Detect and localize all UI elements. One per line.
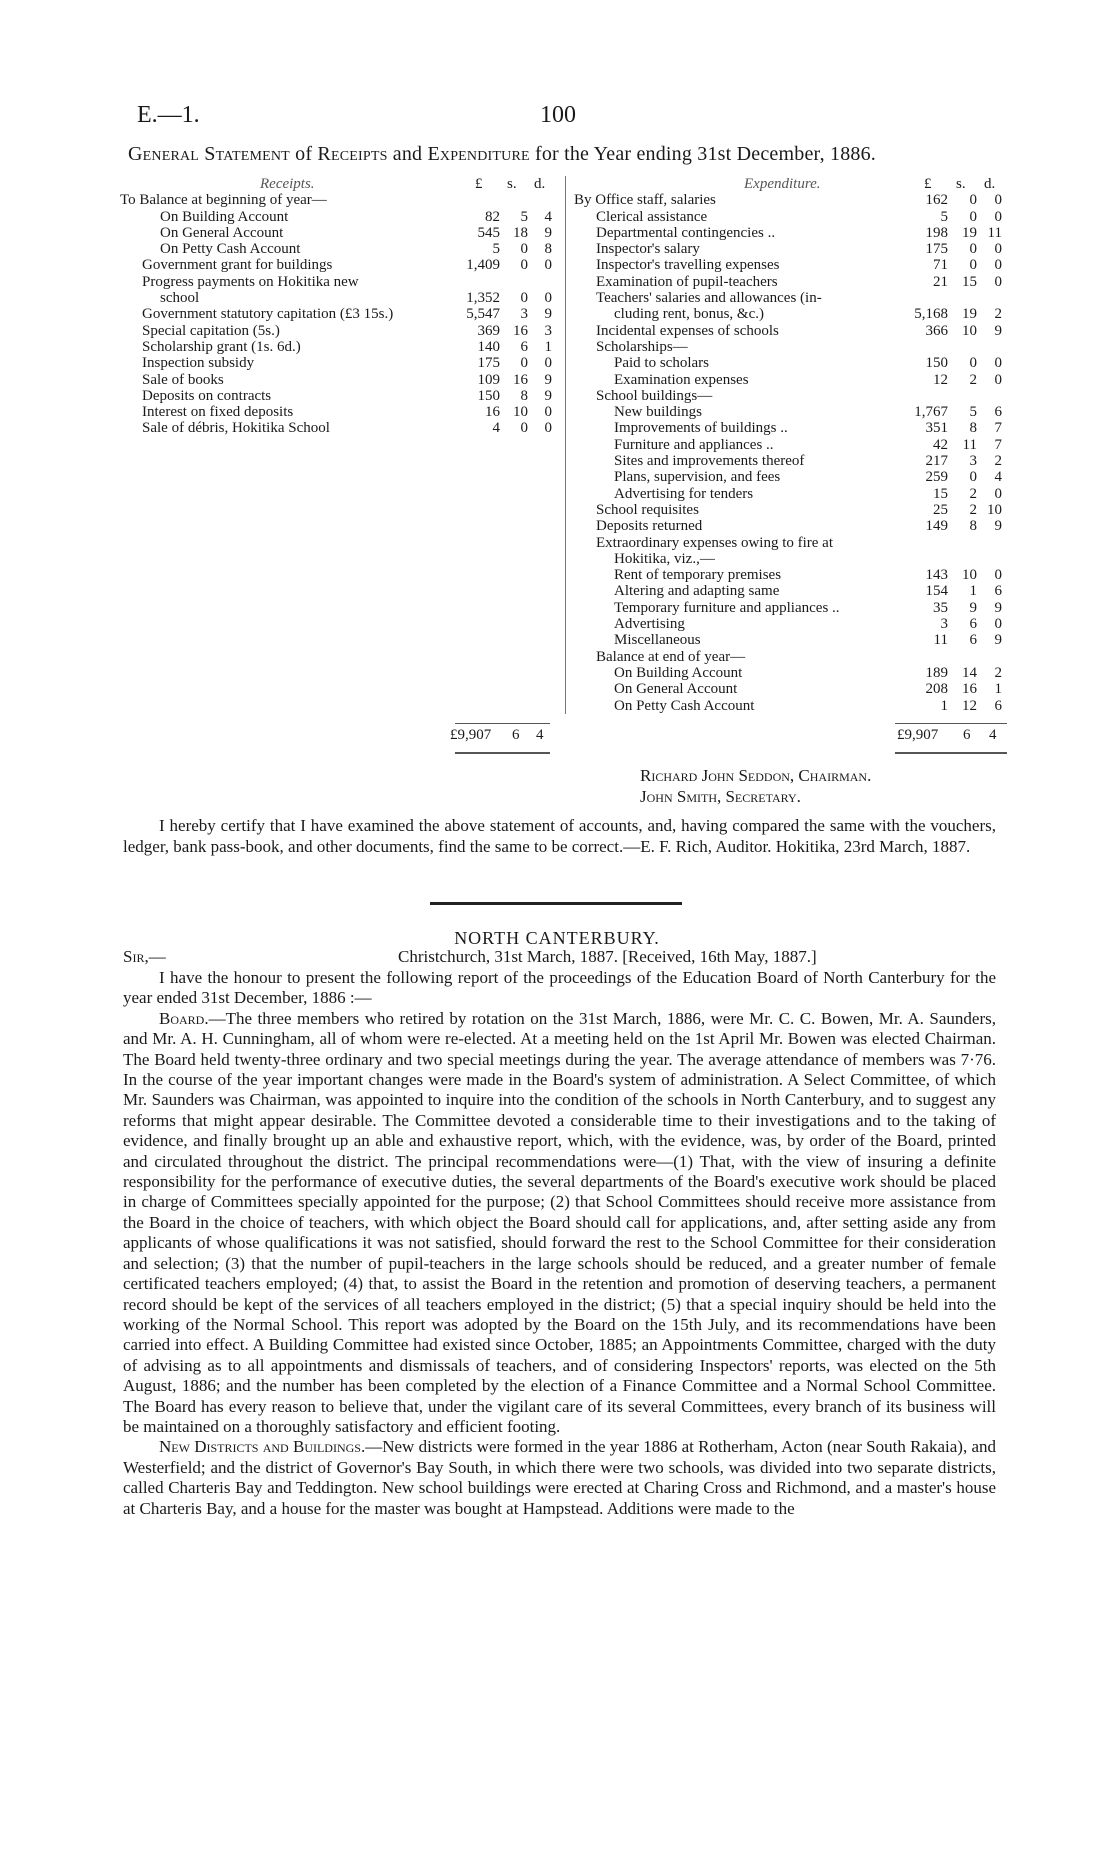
expenditure-row-label: On General Account — [614, 681, 738, 698]
receipts-row — [120, 209, 560, 225]
expenditure-row — [574, 274, 1024, 290]
receipts-row-amount-d: 0 — [544, 355, 552, 372]
expenditure-row-amount-d: 2 — [994, 664, 1002, 681]
expenditure-row-label: Scholarships— — [596, 338, 688, 355]
expenditure-row-label: Clerical assistance — [596, 208, 708, 225]
expenditure-row — [574, 518, 1024, 534]
receipts-row-amount-s: 10 — [513, 404, 528, 421]
expenditure-row-amount-l: 351 — [925, 420, 948, 437]
receipts-row-amount-s: 8 — [520, 387, 528, 404]
expenditure-row-label: Deposits returned — [596, 518, 703, 535]
secretary-signature: John Smith, Secretary. — [640, 787, 801, 806]
expenditure-row-label: Miscellaneous — [614, 632, 701, 649]
receipts-row — [120, 388, 560, 404]
expenditure-row-amount-d: 6 — [994, 404, 1002, 421]
expenditure-row-label: Paid to scholars — [614, 355, 709, 372]
receipts-row-amount-l: 109 — [477, 371, 500, 388]
receipts-row-amount-d: 4 — [544, 208, 552, 225]
expenditure-row — [574, 437, 1024, 453]
receipts-row-amount-l: 4 — [492, 420, 500, 437]
expenditure-row — [574, 257, 1024, 273]
receipts-row-amount-s: 0 — [520, 241, 528, 258]
section-divider — [430, 902, 682, 905]
receipts-row-amount-d: 3 — [544, 322, 552, 339]
expenditure-row — [574, 241, 1024, 257]
receipts-row-amount-d: 9 — [544, 306, 552, 323]
expenditure-row — [574, 502, 1024, 518]
receipts-row — [120, 290, 560, 306]
expenditure-row-amount-d: 6 — [994, 583, 1002, 600]
receipts-row-amount-s: 5 — [520, 208, 528, 225]
expenditure-row-amount-d: 4 — [994, 469, 1002, 486]
receipts-row-label: On Building Account — [160, 208, 289, 225]
expenditure-row-label: Inspector's salary — [596, 241, 700, 258]
receipts-row — [120, 404, 560, 420]
receipts-row-amount-s: 0 — [520, 420, 528, 437]
expenditure-row-amount-l: 149 — [925, 518, 948, 535]
expenditure-row-amount-d: 0 — [994, 355, 1002, 372]
expenditure-row-label: Extraordinary expenses owing to fire at — [596, 534, 834, 551]
expenditure-row-amount-l: 150 — [925, 355, 948, 372]
expenditure-row-amount-l: 366 — [925, 322, 948, 339]
expenditure-row — [574, 632, 1024, 648]
expenditure-row — [574, 698, 1024, 714]
receipts-row — [120, 306, 560, 322]
expenditure-row-amount-d: 7 — [994, 420, 1002, 437]
receipts-row-label: On General Account — [160, 224, 284, 241]
expenditure-row — [574, 665, 1024, 681]
expenditure-row-amount-l: 1,767 — [914, 404, 948, 421]
expenditure-row — [574, 567, 1024, 583]
expenditure-row-label: Departmental contingencies .. — [596, 224, 776, 241]
expenditure-row-label: Advertising — [614, 616, 685, 633]
receipts-row-amount-l: 175 — [477, 355, 500, 372]
expenditure-row-amount-s: 15 — [962, 273, 977, 290]
expenditure-row-amount-d: 0 — [994, 273, 1002, 290]
expenditure-row-amount-d: 0 — [994, 567, 1002, 584]
receipts-row-amount-d: 8 — [544, 241, 552, 258]
document-code: E.—1. — [137, 102, 200, 128]
expenditure-row-label: Temporary furniture and appliances .. — [614, 599, 840, 616]
expenditure-row — [574, 535, 1024, 551]
expenditure-row — [574, 355, 1024, 371]
receipts-column — [120, 176, 560, 437]
expenditure-row-amount-s: 0 — [969, 208, 977, 225]
expenditure-row-amount-s: 8 — [969, 420, 977, 437]
expenditure-row-label: Hokitika, viz.,— — [614, 550, 715, 567]
receipts-row — [120, 355, 560, 371]
receipts-row-amount-d: 1 — [544, 338, 552, 355]
salutation: Sir,— — [123, 947, 166, 966]
expenditure-row — [574, 681, 1024, 697]
receipts-row-amount-l: 369 — [477, 322, 500, 339]
expenditure-row-amount-s: 5 — [969, 404, 977, 421]
expenditure-row-amount-s: 19 — [962, 306, 977, 323]
receipts-row-label: Sale of débris, Hokitika School — [142, 420, 330, 437]
expenditure-row-amount-s: 2 — [969, 501, 977, 518]
expenditure-heading-row: Expenditure. £ s. d. — [744, 176, 996, 192]
receipts-row-amount-s: 0 — [520, 257, 528, 274]
expenditure-row-amount-s: 12 — [962, 697, 977, 714]
receipts-row-amount-l: 140 — [477, 338, 500, 355]
expenditure-row-amount-l: 259 — [925, 469, 948, 486]
expenditure-row-amount-l: 208 — [925, 681, 948, 698]
expenditure-row-amount-s: 6 — [969, 616, 977, 633]
expenditure-row — [574, 306, 1024, 322]
receipts-row-amount-l: 5 — [492, 241, 500, 258]
expenditure-row-label: On Petty Cash Account — [614, 697, 755, 714]
expenditure-row — [574, 290, 1024, 306]
expenditure-row-amount-l: 162 — [925, 192, 948, 209]
expenditure-row-amount-s: 10 — [962, 322, 977, 339]
expenditure-row-amount-d: 0 — [994, 485, 1002, 502]
receipts-row-label: Interest on fixed deposits — [142, 404, 294, 421]
expenditure-row-amount-d: 1 — [994, 681, 1002, 698]
expenditure-total-rule — [895, 723, 1007, 724]
expenditure-row-amount-l: 175 — [925, 241, 948, 258]
expenditure-row-amount-s: 9 — [969, 599, 977, 616]
receipts-row-amount-d: 9 — [544, 224, 552, 241]
expenditure-row — [574, 225, 1024, 241]
receipts-heading: Receipts. — [260, 176, 315, 192]
expenditure-row-amount-l: 217 — [925, 453, 948, 470]
expenditure-row — [574, 600, 1024, 616]
expenditure-row — [574, 486, 1024, 502]
expenditure-row — [574, 388, 1024, 404]
expenditure-row-label: Examination expenses — [614, 371, 749, 388]
expenditure-row-label: On Building Account — [614, 664, 743, 681]
expenditure-row-amount-l: 198 — [925, 224, 948, 241]
receipts-row-amount-d: 9 — [544, 371, 552, 388]
expenditure-row — [574, 420, 1024, 436]
expenditure-row-amount-s: 0 — [969, 469, 977, 486]
expenditure-row-amount-l: 154 — [925, 583, 948, 600]
expenditure-row-amount-s: 0 — [969, 192, 977, 209]
expenditure-row — [574, 583, 1024, 599]
expenditure-row-amount-d: 9 — [994, 632, 1002, 649]
dateline: Christchurch, 31st March, 1887. [Received, 16th May, 1887.] — [398, 947, 817, 966]
expenditure-row — [574, 616, 1024, 632]
report-body — [123, 947, 996, 1519]
expenditure-row-amount-d: 11 — [987, 224, 1002, 241]
expenditure-row — [574, 453, 1024, 469]
receipts-row — [120, 420, 560, 436]
expenditure-row-amount-l: 11 — [933, 632, 948, 649]
expenditure-row-label: Incidental expenses of schools — [596, 322, 779, 339]
receipts-row — [120, 241, 560, 257]
receipts-row-amount-s: 0 — [520, 290, 528, 307]
receipts-row-amount-s: 18 — [513, 224, 528, 241]
expenditure-row-amount-d: 0 — [994, 208, 1002, 225]
expenditure-row — [574, 192, 1024, 208]
expenditure-row-label: School requisites — [596, 501, 699, 518]
expenditure-row-amount-s: 0 — [969, 257, 977, 274]
receipts-row-amount-d: 0 — [544, 404, 552, 421]
receipts-row-amount-s: 3 — [520, 306, 528, 323]
expenditure-row-amount-s: 16 — [962, 681, 977, 698]
receipts-row-amount-s: 16 — [513, 371, 528, 388]
receipts-row-label: Government grant for buildings — [142, 257, 333, 274]
receipts-row-label: Deposits on contracts — [142, 387, 272, 404]
receipts-row — [120, 339, 560, 355]
expenditure-row-label: Furniture and appliances .. — [614, 436, 774, 453]
expenditure-row-label: Advertising for tenders — [614, 485, 754, 502]
expenditure-row-amount-s: 6 — [969, 632, 977, 649]
receipts-row — [120, 225, 560, 241]
expenditure-row-amount-s: 2 — [969, 371, 977, 388]
expenditure-row-label: Inspector's travelling expenses — [596, 257, 780, 274]
statement-title: General Statement of Receipts and Expenditure for the Year ending 31st December, 1886. — [128, 143, 876, 165]
page-header — [0, 92, 1114, 132]
expenditure-row-amount-s: 19 — [962, 224, 977, 241]
receipts-row — [120, 274, 560, 290]
signatures — [640, 765, 871, 807]
expenditure-row-amount-d: 9 — [994, 322, 1002, 339]
expenditure-row-label: Altering and adapting same — [614, 583, 780, 600]
expenditure-row — [574, 551, 1024, 567]
expenditure-row-amount-s: 11 — [962, 436, 977, 453]
receipts-row-amount-d: 0 — [544, 290, 552, 307]
letter-header — [123, 947, 996, 968]
expenditure-row-amount-l: 1 — [940, 697, 948, 714]
expenditure-row-amount-l: 42 — [933, 436, 948, 453]
receipts-heading-row: Receipts. £ s. d. — [260, 176, 546, 192]
receipts-row-label: Inspection subsidy — [142, 355, 255, 372]
expenditure-row-label: Teachers' salaries and allowances (in- — [596, 290, 822, 307]
expenditure-row-label: By Office staff, salaries — [574, 192, 716, 209]
chairman-signature: Richard John Seddon, Chairman. — [640, 766, 872, 785]
expenditure-row-amount-d: 0 — [994, 241, 1002, 258]
receipts-row — [120, 192, 560, 208]
expenditure-row-amount-l: 35 — [933, 599, 948, 616]
expenditure-row — [574, 339, 1024, 355]
expenditure-row-label: Sites and improvements thereof — [614, 453, 805, 470]
expenditure-row-amount-d: 6 — [994, 697, 1002, 714]
expenditure-row-amount-d: 0 — [994, 192, 1002, 209]
expenditure-row-amount-l: 71 — [933, 257, 948, 274]
expenditure-row-amount-d: 0 — [994, 371, 1002, 388]
receipts-row-label: On Petty Cash Account — [160, 241, 301, 258]
expenditure-row-label: New buildings — [614, 404, 702, 421]
board-paragraph: Board.—The three members who retired by rotation on the 31st March, 1886, were Mr. C. C. Bowen, Mr. A. Saunders, and Mr. A. H. Cunningham, all of whom were re-elected. At a meeting held on the 1st April Mr. Bowen was elected Chairman. The Board held twenty-three ordinary and two special meetings during the year. The average attendance of members was 7·76. In the course of the year important changes were made in the Board's system of administration. A Select Committee, of which Mr. Saunders was Chairman, was appointed to inquire into the condition of the schools in North Canterbury, and to suggest any reforms that might appear desirable. The Committee devoted a considerable time to their investigations and to the taking of evidence, and finally brought up an able and exhaustive report, which, with the evidence, was, by order of the Board, printed and circulated throughout the district. The principal recommendations were—(1) That, with the view of insuring a definite responsibility for the performance of executive duties, the several departments of the Board's executive work should be placed in charge of Committees specially appointed for the purpose; (2) that School Committees should receive more assistance from the Board in the choice of teachers, with which object the Board should call for applications, and, after setting aside any from applicants of whose qualifications it was not satisfied, should forward the rest to the School Committee for their consideration and selection; (3) that the number of pupil-teachers in the large schools should be reduced, and a greater number of female certificated teachers employed; (4) that, to assist the Board in the retention and promotion of deserving teachers, a permanent record should be kept of the services of all teachers employed in the district; (5) that a special inquiry should be held into the working of the Normal School. This report was adopted by the Board on the 15th July, and its recommendations have been carried into effect. A Building Committee had existed since October, 1885; an Appointments Committee, charged with the duty of advising as to all appointments and dismissals of teachers, and of considering Inspectors' reports, was elected on the 5th August, 1886; and the number has been completed by the election of a Finance Committee and a Normal School Committee. The Board has every reason to believe that, under the vigilant care of its several Committees, every branch of its business will be maintained on a thoroughly satisfactory and efficient footing. — [123, 1008, 996, 1436]
section-title: NORTH CANTERBURY. — [454, 928, 660, 948]
receipts-row-label: Sale of books — [142, 371, 224, 388]
receipts-double-rule — [455, 752, 550, 754]
receipts-row — [120, 323, 560, 339]
expenditure-row-amount-d: 2 — [994, 453, 1002, 470]
receipts-row-amount-l: 1,352 — [466, 290, 500, 307]
expenditure-row-amount-s: 0 — [969, 355, 977, 372]
receipts-row-label: To Balance at beginning of year— — [120, 192, 327, 209]
expenditure-row — [574, 469, 1024, 485]
expenditure-double-rule — [895, 752, 1007, 754]
expenditure-row-amount-d: 7 — [994, 436, 1002, 453]
districts-paragraph: New Districts and Buildings.—New districts were formed in the year 1886 at Rotherham, Acton (near South Rakaia), and Westerfield; and the district of Governor's Bay South, in which there were two schools, was divided into two separate districts, called Charteris Bay and Teddington. New school buildings were erected at Charing Cross and Richmond, and a master's house at Charteris Bay, and a house for the master was bought at Hampstead. Additions were made to the — [123, 1437, 997, 1518]
receipts-row-amount-d: 0 — [544, 257, 552, 274]
expenditure-row-amount-s: 10 — [962, 567, 977, 584]
expenditure-row-label: cluding rent, bonus, &c.) — [614, 306, 764, 323]
auditor-certificate: I hereby certify that I have examined the above statement of accounts, and, having compared the same with the vouchers, ledger, bank pass-book, and other documents, find the same to be correct.—E. F. Rich, Auditor. Hokitika, 23rd March, 1887. — [123, 816, 996, 856]
expenditure-row-amount-d: 10 — [987, 501, 1002, 518]
expenditure-row-amount-s: 2 — [969, 485, 977, 502]
expenditure-column — [565, 176, 1024, 714]
receipts-row-label: Progress payments on Hokitika new — [142, 273, 359, 290]
receipts-row-label: Government statutory capitation (£3 15s.) — [142, 306, 394, 323]
receipts-row-label: Scholarship grant (1s. 6d.) — [142, 338, 301, 355]
receipts-row-amount-l: 82 — [485, 208, 500, 225]
intro-paragraph: I have the honour to present the following report of the proceedings of the Education Board of North Canterbury for the year ended 31st December, 1886 :— — [123, 968, 996, 1008]
expenditure-row-label: Examination of pupil-teachers — [596, 273, 778, 290]
expenditure-row-amount-s: 14 — [962, 664, 977, 681]
receipts-row-amount-d: 0 — [544, 420, 552, 437]
expenditure-heading: Expenditure. — [744, 176, 821, 192]
expenditure-row-amount-d: 0 — [994, 616, 1002, 633]
expenditure-row-label: Improvements of buildings .. — [614, 420, 788, 437]
expenditure-row-amount-s: 8 — [969, 518, 977, 535]
receipts-total-rule — [455, 723, 550, 724]
receipts-row-amount-l: 150 — [477, 387, 500, 404]
expenditure-row — [574, 649, 1024, 665]
expenditure-row-label: School buildings— — [596, 387, 713, 404]
receipts-row-amount-s: 0 — [520, 355, 528, 372]
expenditure-row-amount-l: 3 — [940, 616, 948, 633]
receipts-row-label: school — [160, 290, 200, 307]
expenditure-row-amount-d: 2 — [994, 306, 1002, 323]
receipts-row — [120, 372, 560, 388]
expenditure-row-label: Balance at end of year— — [596, 648, 746, 665]
expenditure-row-amount-l: 25 — [933, 501, 948, 518]
expenditure-row — [574, 372, 1024, 388]
expenditure-row-amount-l: 143 — [925, 567, 948, 584]
expenditure-row-amount-s: 3 — [969, 453, 977, 470]
expenditure-row-amount-d: 9 — [994, 518, 1002, 535]
expenditure-row-amount-l: 21 — [933, 273, 948, 290]
receipts-row-amount-l: 5,547 — [466, 306, 500, 323]
expenditure-row-amount-s: 1 — [969, 583, 977, 600]
expenditure-row-amount-d: 0 — [994, 257, 1002, 274]
expenditure-row — [574, 404, 1024, 420]
expenditure-row-amount-l: 12 — [933, 371, 948, 388]
page-number: 100 — [540, 102, 576, 128]
receipts-row — [120, 257, 560, 273]
receipts-row-amount-l: 1,409 — [466, 257, 500, 274]
expenditure-row-amount-l: 5,168 — [914, 306, 948, 323]
expenditure-row-amount-s: 0 — [969, 241, 977, 258]
expenditure-row-amount-d: 9 — [994, 599, 1002, 616]
expenditure-row-amount-l: 5 — [940, 208, 948, 225]
expenditure-row-label: Plans, supervision, and fees — [614, 469, 781, 486]
expenditure-row — [574, 209, 1024, 225]
receipts-row-amount-d: 9 — [544, 387, 552, 404]
expenditure-row — [574, 323, 1024, 339]
receipts-row-amount-s: 6 — [520, 338, 528, 355]
receipts-row-amount-s: 16 — [513, 322, 528, 339]
expenditure-row-amount-l: 189 — [925, 664, 948, 681]
expenditure-row-label: Rent of temporary premises — [614, 567, 782, 584]
expenditure-row-amount-l: 15 — [933, 485, 948, 502]
receipts-row-label: Special capitation (5s.) — [142, 322, 280, 339]
receipts-row-amount-l: 16 — [485, 404, 500, 421]
receipts-row-amount-l: 545 — [477, 224, 500, 241]
